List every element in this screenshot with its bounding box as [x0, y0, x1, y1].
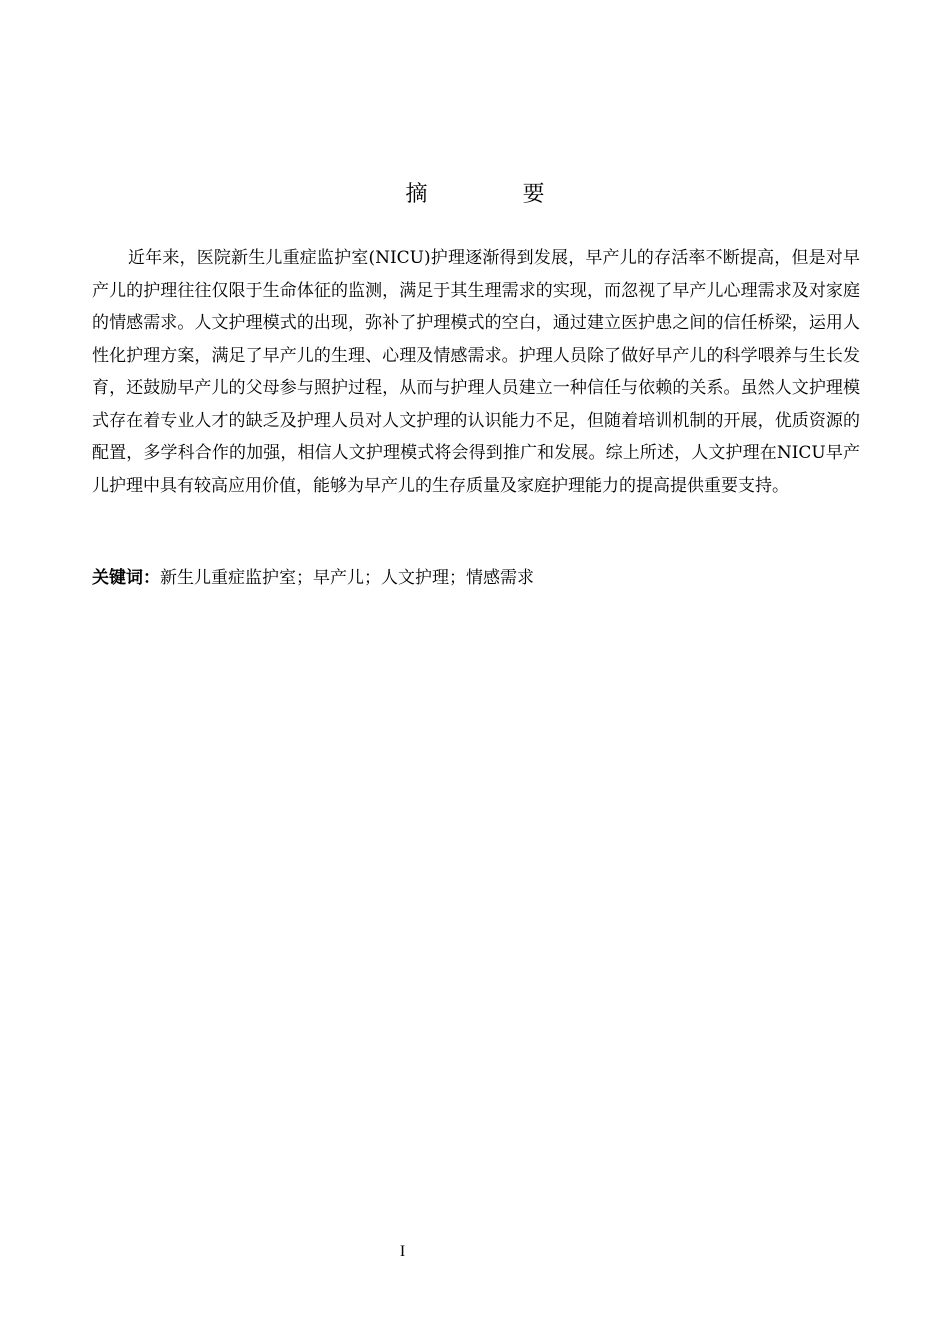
- abstract-body: 近年来，医院新生儿重症监护室(NICU)护理逐渐得到发展，早产儿的存活率不断提高，但是对早产儿的护理往往仅限于生命体征的监测，满足于其生理需求的实现，而忽视了早产儿心理需求及对家庭的情感需求。人文护理模式的出现，弥补了护理模式的空白，通过建立医护患之间的信任桥梁，运用人性化护理方案，满足了早产儿的生理、心理及情感需求。护理人员除了做好早产儿的科学喂养与生长发育，还鼓励早产儿的父母参与照护过程，从而与护理人员建立一种信任与依赖的关系。虽然人文护理模式存在着专业人才的缺乏及护理人员对人文护理的认识能力不足，但随着培训机制的开展，优质资源的配置，多学科合作的加强，相信人文护理模式将会得到推广和发展。综上所述，人文护理在NICU早产儿护理中具有较高应用价值，能够为早产儿的生存质量及家庭护理能力的提高提供重要支持。: [92, 248, 860, 496]
- keywords-line: [92, 562, 860, 594]
- page-number: I: [399, 1243, 406, 1260]
- keywords-text: 新生儿重症监护室；早产儿；人文护理；情感需求: [160, 568, 534, 588]
- keywords-label: 关键词：: [92, 568, 160, 588]
- abstract-title: 摘 要: [405, 182, 589, 207]
